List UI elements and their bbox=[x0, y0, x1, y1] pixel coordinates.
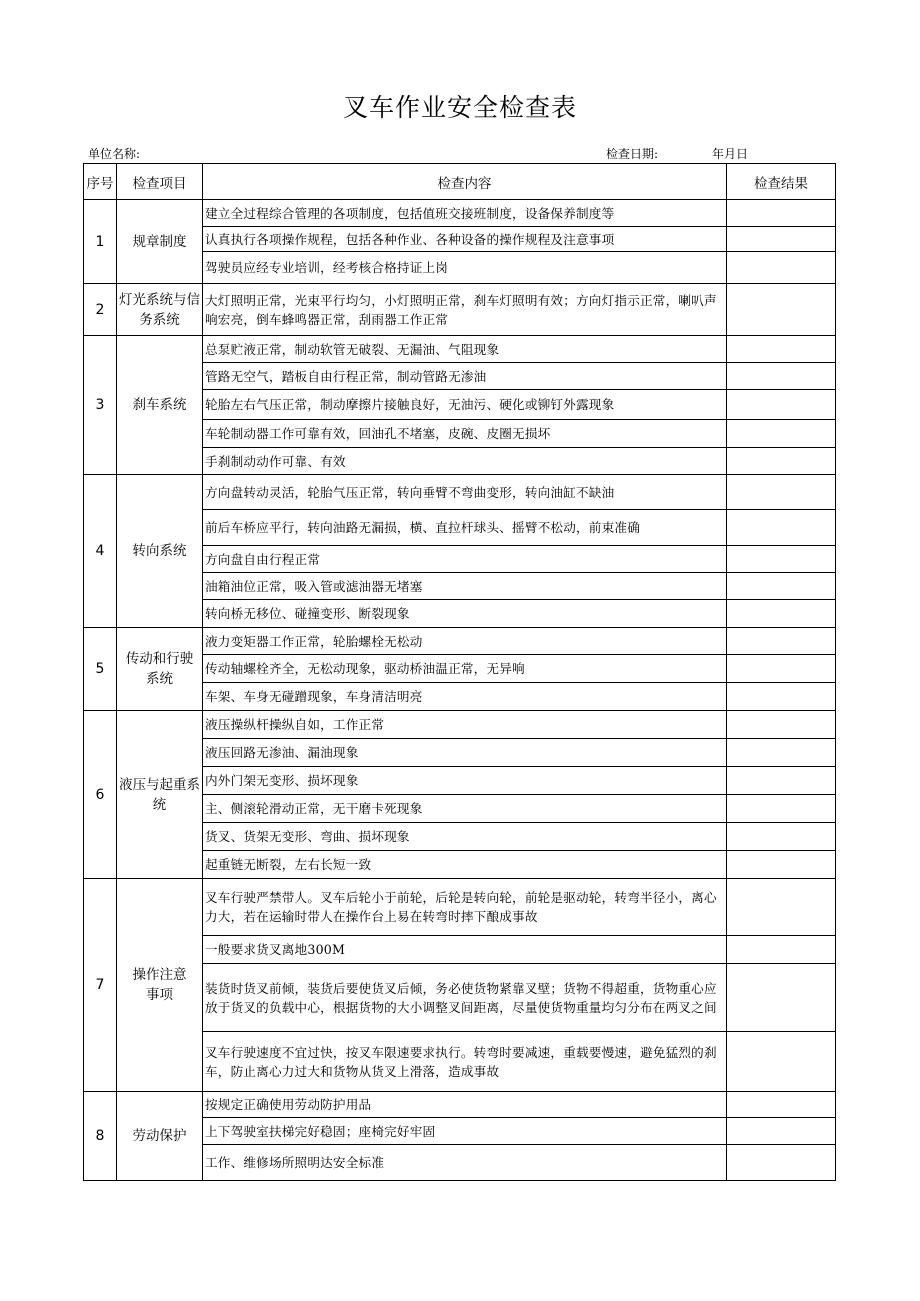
inspection-content: 方向盘自由行程正常 bbox=[203, 546, 727, 573]
inspection-result-cell[interactable] bbox=[727, 655, 836, 683]
document-title: 叉车作业安全检查表 bbox=[342, 93, 577, 122]
inspection-result-cell[interactable] bbox=[727, 420, 836, 448]
inspection-date-label: 检查日期: bbox=[606, 147, 659, 161]
table-row bbox=[84, 200, 836, 227]
inspection-content: 驾驶员应经专业培训，经考核合格持证上岗 bbox=[203, 252, 727, 284]
inspection-content: 货叉、货架无变形、弯曲、损坏现象 bbox=[203, 823, 727, 851]
inspection-content: 传动轴螺栓齐全，无松动现象，驱动桥油温正常，无异响 bbox=[203, 655, 727, 683]
table-header-row bbox=[84, 164, 836, 200]
inspection-result-cell[interactable] bbox=[727, 936, 836, 964]
inspection-content: 叉车行驶严禁带人。叉车后轮小于前轮，后轮是转向轮，前轮是驱动轮，转弯半径小，离心力大，若在运输时带人在操作台上易在转弯时摔下酿成事故 bbox=[203, 879, 727, 936]
inspection-result-cell[interactable] bbox=[727, 851, 836, 879]
inspection-item: 操作注意事项 bbox=[117, 879, 203, 1092]
inspection-content: 液力变矩器工作正常，轮胎螺栓无松动 bbox=[203, 628, 727, 655]
inspection-result-cell[interactable] bbox=[727, 284, 836, 336]
inspection-result-cell[interactable] bbox=[727, 767, 836, 795]
section-number: 1 bbox=[84, 200, 117, 284]
section-number: 3 bbox=[84, 336, 117, 475]
inspection-result-cell[interactable] bbox=[727, 200, 836, 227]
inspection-content: 车轮制动器工作可靠有效，回油孔不堵塞，皮碗、皮圈无损坏 bbox=[203, 420, 727, 448]
inspection-result-cell[interactable] bbox=[727, 600, 836, 628]
inspection-result-cell[interactable] bbox=[727, 879, 836, 936]
inspection-content: 方向盘转动灵活，轮胎气压正常，转向垂臂不弯曲变形，转向油缸不缺油 bbox=[203, 475, 727, 510]
inspection-result-cell[interactable] bbox=[727, 448, 836, 475]
inspection-content: 手刹制动动作可靠、有效 bbox=[203, 448, 727, 475]
inspection-content: 油箱油位正常，吸入管或滤油器无堵塞 bbox=[203, 573, 727, 600]
inspection-content: 叉车行驶速度不宜过快，按叉车限速要求执行。转弯时要减速，重载要慢速，避免猛烈的刹车，防止离心力过大和货物从货叉上滑落，造成事故 bbox=[203, 1032, 727, 1092]
inspection-content: 装货时货叉前倾，装货后要使货叉后倾，务必使货物紧靠叉壁；货物不得超重，货物重心应放于货叉的负载中心，根据货物的大小调整叉间距离，尽量使货物重量均匀分布在两叉之间 bbox=[203, 964, 727, 1032]
inspection-content: 转向桥无移位、碰撞变形、断裂现象 bbox=[203, 600, 727, 628]
inspection-content: 液压操纵杆操纵自如，工作正常 bbox=[203, 711, 727, 739]
inspection-result-cell[interactable] bbox=[727, 683, 836, 711]
inspection-result-cell[interactable] bbox=[727, 227, 836, 252]
inspection-result-cell[interactable] bbox=[727, 546, 836, 573]
section-number: 7 bbox=[84, 879, 117, 1092]
inspection-item: 液压与起重系统 bbox=[117, 711, 203, 879]
inspection-result-cell[interactable] bbox=[727, 795, 836, 823]
inspection-result-cell[interactable] bbox=[727, 739, 836, 767]
inspection-item: 劳动保护 bbox=[117, 1092, 203, 1181]
section-number: 2 bbox=[84, 284, 117, 336]
inspection-content: 一般要求货叉离地300M bbox=[203, 936, 727, 964]
table-row bbox=[84, 475, 836, 510]
table-row bbox=[84, 879, 836, 936]
inspection-result-cell[interactable] bbox=[727, 823, 836, 851]
inspection-result-cell[interactable] bbox=[727, 363, 836, 390]
inspection-result-cell[interactable] bbox=[727, 1118, 836, 1145]
inspection-item: 灯光系统与信务系统 bbox=[117, 284, 203, 336]
table-row bbox=[84, 1092, 836, 1118]
inspection-item: 传动和行驶系统 bbox=[117, 628, 203, 711]
table-row bbox=[84, 336, 836, 363]
inspection-content: 工作、维修场所照明达安全标准 bbox=[203, 1145, 727, 1181]
inspection-content: 起重链无断裂，左右长短一致 bbox=[203, 851, 727, 879]
table-row bbox=[84, 628, 836, 655]
table-body bbox=[84, 200, 836, 1181]
inspection-content: 液压回路无渗油、漏油现象 bbox=[203, 739, 727, 767]
inspection-result-cell[interactable] bbox=[727, 390, 836, 420]
inspection-content: 上下驾驶室扶梯完好稳固；座椅完好牢固 bbox=[203, 1118, 727, 1145]
section-number: 4 bbox=[84, 475, 117, 628]
inspection-content: 轮胎左右气压正常，制动摩擦片接触良好，无油污、硬化或铆钉外露现象 bbox=[203, 390, 727, 420]
inspection-result-cell[interactable] bbox=[727, 1145, 836, 1181]
inspection-item: 转向系统 bbox=[117, 475, 203, 628]
inspection-result-cell[interactable] bbox=[727, 336, 836, 363]
inspection-content: 车架、车身无碰蹭现象，车身清洁明亮 bbox=[203, 683, 727, 711]
inspection-item: 规章制度 bbox=[117, 200, 203, 284]
inspection-item: 刹车系统 bbox=[117, 336, 203, 475]
table-row bbox=[84, 284, 836, 336]
inspection-content: 内外门架无变形、损坏现象 bbox=[203, 767, 727, 795]
inspection-result-cell[interactable] bbox=[727, 573, 836, 600]
inspection-result-cell[interactable] bbox=[727, 628, 836, 655]
inspection-table bbox=[83, 163, 836, 1181]
inspection-content: 大灯照明正常，光束平行均匀，小灯照明正常，刹车灯照明有效；方向灯指示正常，喇叭声响宏亮，倒车蜂鸣器正常，刮雨器工作正常 bbox=[203, 284, 727, 336]
inspection-result-cell[interactable] bbox=[727, 1092, 836, 1118]
header-no: 序号 bbox=[84, 164, 117, 200]
header-content: 检查内容 bbox=[203, 164, 727, 200]
inspection-result-cell[interactable] bbox=[727, 475, 836, 510]
header-result: 检查结果 bbox=[727, 164, 836, 200]
section-number: 6 bbox=[84, 711, 117, 879]
inspection-result-cell[interactable] bbox=[727, 510, 836, 546]
inspection-content: 前后车桥应平行，转向油路无漏损，横、直拉杆球头、摇臂不松动，前束准确 bbox=[203, 510, 727, 546]
inspection-content: 按规定正确使用劳动防护用品 bbox=[203, 1092, 727, 1118]
section-number: 5 bbox=[84, 628, 117, 711]
inspection-content: 认真执行各项操作规程，包括各种作业、各种设备的操作规程及注意事项 bbox=[203, 227, 727, 252]
inspection-content: 主、侧滚轮滑动正常，无干磨卡死现象 bbox=[203, 795, 727, 823]
inspection-content: 总泵贮液正常，制动软管无破裂、无漏油、气阻现象 bbox=[203, 336, 727, 363]
table-row bbox=[84, 711, 836, 739]
inspection-result-cell[interactable] bbox=[727, 964, 836, 1032]
inspection-content: 建立全过程综合管理的各项制度，包括值班交接班制度，设备保养制度等 bbox=[203, 200, 727, 227]
header-item: 检查项目 bbox=[117, 164, 203, 200]
inspection-result-cell[interactable] bbox=[727, 1032, 836, 1092]
inspection-result-cell[interactable] bbox=[727, 252, 836, 284]
inspection-result-cell[interactable] bbox=[727, 711, 836, 739]
unit-name-label: 单位名称: bbox=[88, 147, 141, 161]
section-number: 8 bbox=[84, 1092, 117, 1181]
inspection-date-value: 年月日 bbox=[712, 147, 749, 161]
inspection-content: 管路无空气，踏板自由行程正常，制动管路无渗油 bbox=[203, 363, 727, 390]
